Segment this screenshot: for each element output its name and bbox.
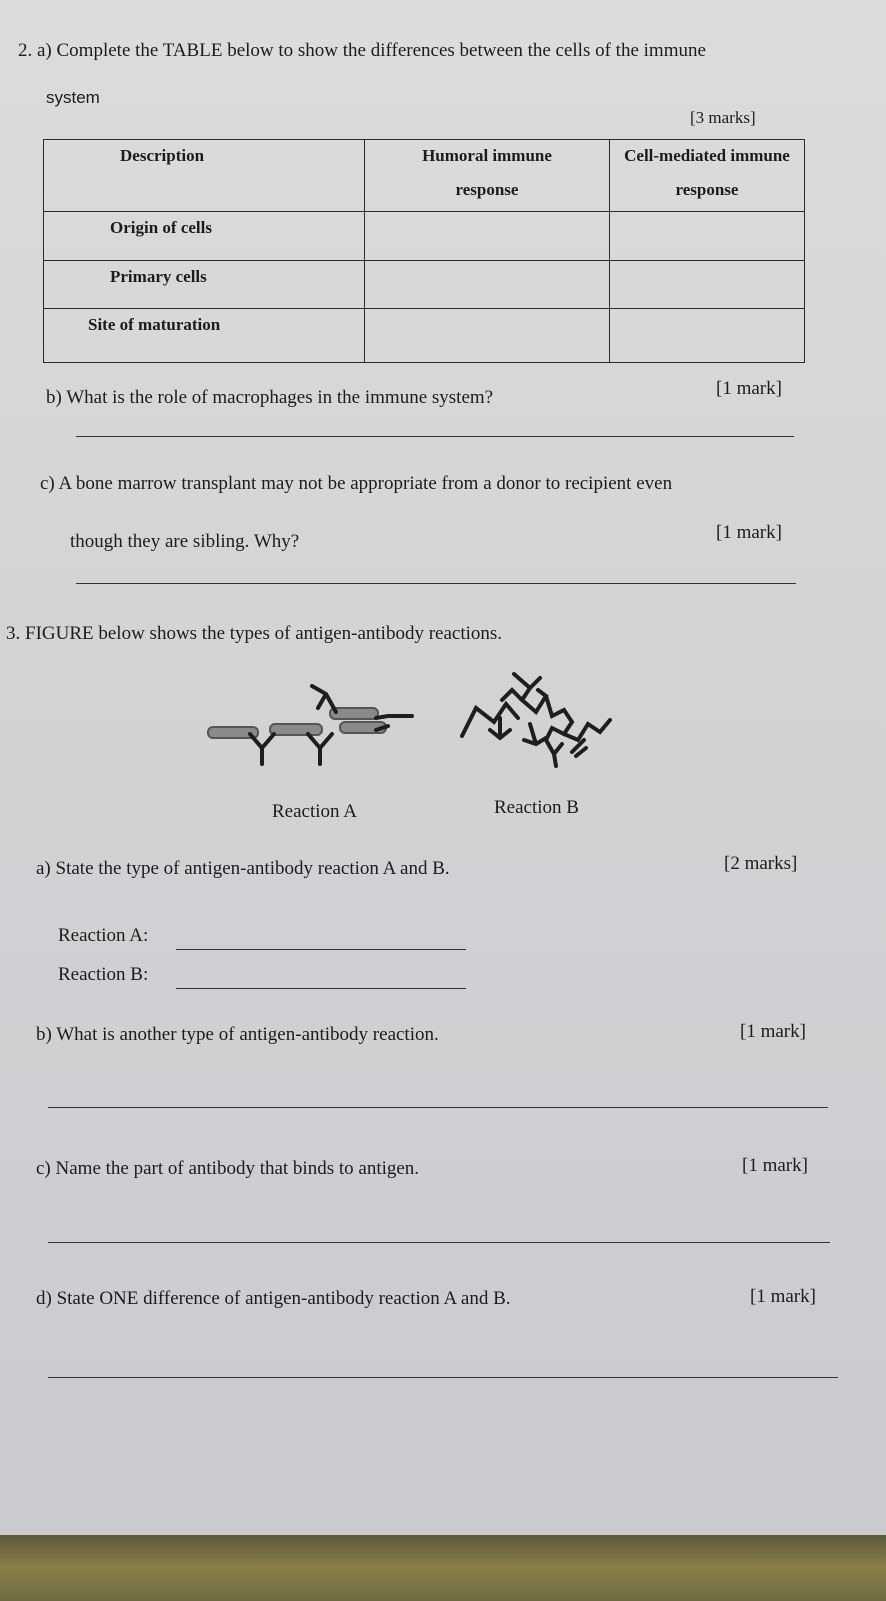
table-header-description: Description [44, 140, 365, 212]
q3b-text: b) What is another type of antigen-antibody reaction. [36, 1024, 439, 1045]
answer-cell-primary-cell-mediated[interactable] [610, 260, 805, 308]
q2b-text: b) What is the role of macrophages in the immune system? [46, 387, 494, 408]
q2a-text: 2. a) Complete the TABLE below to show the differences between the cells of the immune [18, 40, 706, 61]
answer-cell-site-cell-mediated[interactable] [610, 308, 805, 362]
answer-cell-origin-cell-mediated[interactable] [610, 212, 805, 260]
background-fabric [0, 1535, 886, 1601]
q2c-marks: [1 mark] [716, 522, 782, 543]
table-header-cell-mediated [610, 140, 805, 212]
table-row-origin-label: Origin of cells [44, 212, 365, 260]
answer-cell-site-humoral[interactable] [365, 308, 610, 362]
q2c-text: c) A bone marrow transplant may not be appropriate from a donor to recipient even [40, 473, 673, 494]
reaction-b-agglutination-diagram [462, 674, 610, 766]
q3b-marks: [1 mark] [740, 1021, 806, 1042]
q3c-answer-line[interactable] [48, 1242, 830, 1243]
answer-cell-origin-humoral[interactable] [365, 212, 610, 260]
immune-comparison-table [43, 139, 805, 363]
q3d-answer-line[interactable] [48, 1377, 838, 1378]
q3d-marks: [1 mark] [750, 1286, 816, 1307]
humoral-header-line1: Humoral immune [422, 146, 552, 165]
cell-mediated-header-line2: response [675, 180, 739, 199]
q3a-marks: [2 marks] [724, 853, 798, 874]
q2a-marks: [3 marks] [690, 108, 756, 127]
antigen-antibody-figure [200, 660, 640, 790]
reaction-a-answer-line[interactable] [176, 949, 466, 950]
reaction-a-neutralization-diagram [208, 686, 412, 764]
reaction-b-answer-line[interactable] [176, 988, 466, 989]
humoral-header-line2: response [455, 180, 519, 199]
q3d-text: d) State ONE difference of antigen-antibody reaction A and B. [36, 1288, 511, 1309]
q3a-text: a) State the type of antigen-antibody reaction A and B. [36, 858, 450, 879]
cell-mediated-header-line1: Cell-mediated immune [624, 146, 790, 165]
figure-label-reaction-a: Reaction A [272, 801, 357, 822]
q2a-text-cont: system [46, 88, 100, 107]
table-row-primary-label: Primary cells [44, 260, 365, 308]
table-header-humoral [365, 140, 610, 212]
q2b-marks: [1 mark] [716, 378, 782, 399]
reaction-b-answer-label: Reaction B: [58, 964, 149, 985]
table-row-site-label: Site of maturation [44, 308, 365, 362]
figure-label-reaction-b: Reaction B [494, 797, 579, 818]
q3c-marks: [1 mark] [742, 1155, 808, 1176]
answer-cell-primary-humoral[interactable] [365, 260, 610, 308]
q3c-text: c) Name the part of antibody that binds to antigen. [36, 1158, 420, 1179]
reaction-a-answer-label: Reaction A: [58, 925, 149, 946]
q3b-answer-line[interactable] [48, 1107, 828, 1108]
q2c-answer-line[interactable] [76, 583, 796, 584]
q2b-answer-line[interactable] [76, 436, 794, 437]
q3-intro: 3. FIGURE below shows the types of antigen-antibody reactions. [6, 623, 503, 644]
q2c-text-cont: though they are sibling. Why? [70, 531, 300, 552]
